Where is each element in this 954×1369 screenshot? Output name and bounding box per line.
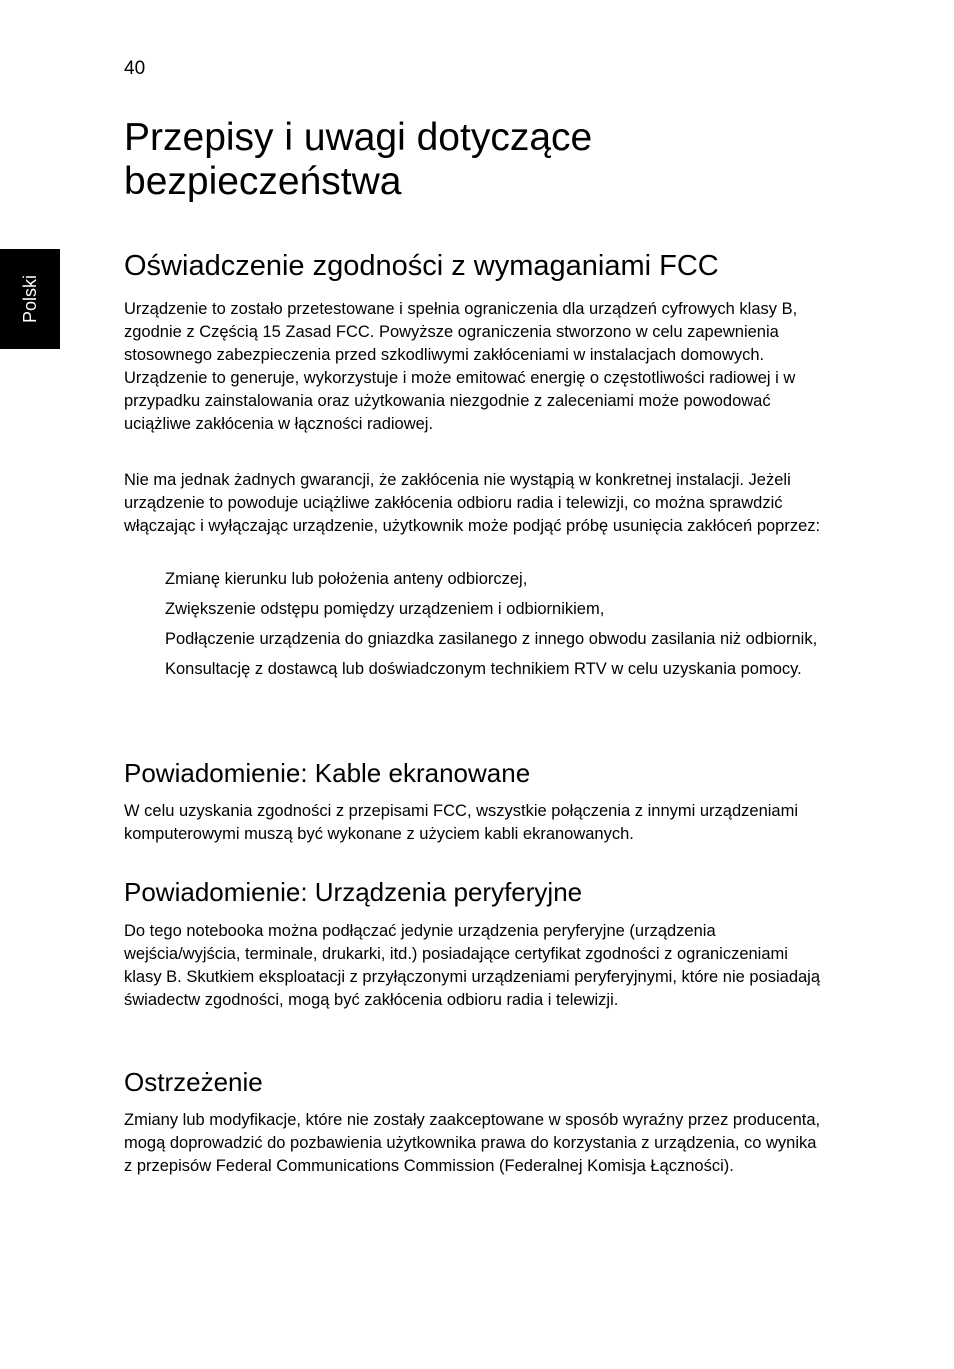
language-side-tab (0, 249, 60, 349)
fcc-paragraph-1: Urządzenie to zostało przetestowane i spełnia ograniczenia dla urządzeń cyfrowych klasy B, zgodnie z Częścią 15 Zasad FCC. Powyższe ograniczenia stworzono w celu zapewnienia stosownego zabezpieczenia przed szkodliwymi zakłóceniami w instalacjach domowych. Urządzenie to generuje, wykorzystuje i może emitować energię o częstotliwości radiowej i w przypadku zainstalowania oraz użytkowania niezgodnie z zaleceniami może powodować uciążliwe zakłócenia w łączności radiowej. (124, 300, 798, 433)
peripherals-heading: Powiadomienie: Urządzenia peryferyjne (124, 877, 583, 907)
page-title: Przepisy i uwagi dotyczące bezpieczeństwa (124, 116, 593, 203)
cables-heading: Powiadomienie: Kable ekranowane (124, 758, 531, 788)
peripherals-paragraph: Do tego notebooka można podłączać jedynie urządzenia peryferyjne (urządzenia wejścia/wyjścia, terminale, drukarki, itd.) posiadające certyfikat zgodności z ograniczeniami klasy B. Skutkiem eksploatacji z przyłączonymi urządzeniami peryferyjnymi, które nie posiadają świadectw zgodności, mogą być zakłócenia odbioru radia i telewizji. (124, 922, 821, 1009)
list-item: Podłączenie urządzenia do gniazdka zasilanego z innego obwodu zasilania niż odbiornik, (165, 630, 818, 648)
warning-paragraph: Zmiany lub modyfikacje, które nie zostały zaakceptowane w sposób wyraźny przez producenta, mogą doprowadzić do pozbawienia użytkownika prawa do korzystania z urządzenia, co wynika z przepisów Federal Communications Commission (Federalnej Komisja Łączności). (124, 1111, 821, 1175)
language-label: Polski (20, 274, 40, 324)
fcc-remedy-list (165, 568, 825, 688)
list-item: Zwiększenie odstępu pomiędzy urządzeniem i odbiornikiem, (165, 600, 605, 618)
fcc-paragraph-2: Nie ma jednak żadnych gwarancji, że zakłócenia nie wystąpią w konkretnej instalacji. Jeżeli urządzenie to powoduje uciążliwe zakłócenia odbioru radia i telewizji, co można sprawdzić włączając i wyłączając urządzenie, użytkownik może podjąć próbę usunięcia zakłóceń poprzez: (124, 471, 821, 535)
page-number: 40 (124, 58, 146, 79)
cables-paragraph: W celu uzyskania zgodności z przepisami FCC, wszystkie połączenia z innymi urządzeniami komputerowymi muszą być wykonane z użyciem kabli ekranowanych. (124, 802, 799, 843)
list-item: Zmianę kierunku lub położenia anteny odbiorczej, (165, 570, 528, 588)
warning-heading: Ostrzeżenie (124, 1067, 263, 1097)
fcc-heading: Oświadczenie zgodności z wymaganiami FCC (124, 250, 719, 282)
list-item: Konsultację z dostawcą lub doświadczonym technikiem RTV w celu uzyskania pomocy. (165, 660, 802, 678)
